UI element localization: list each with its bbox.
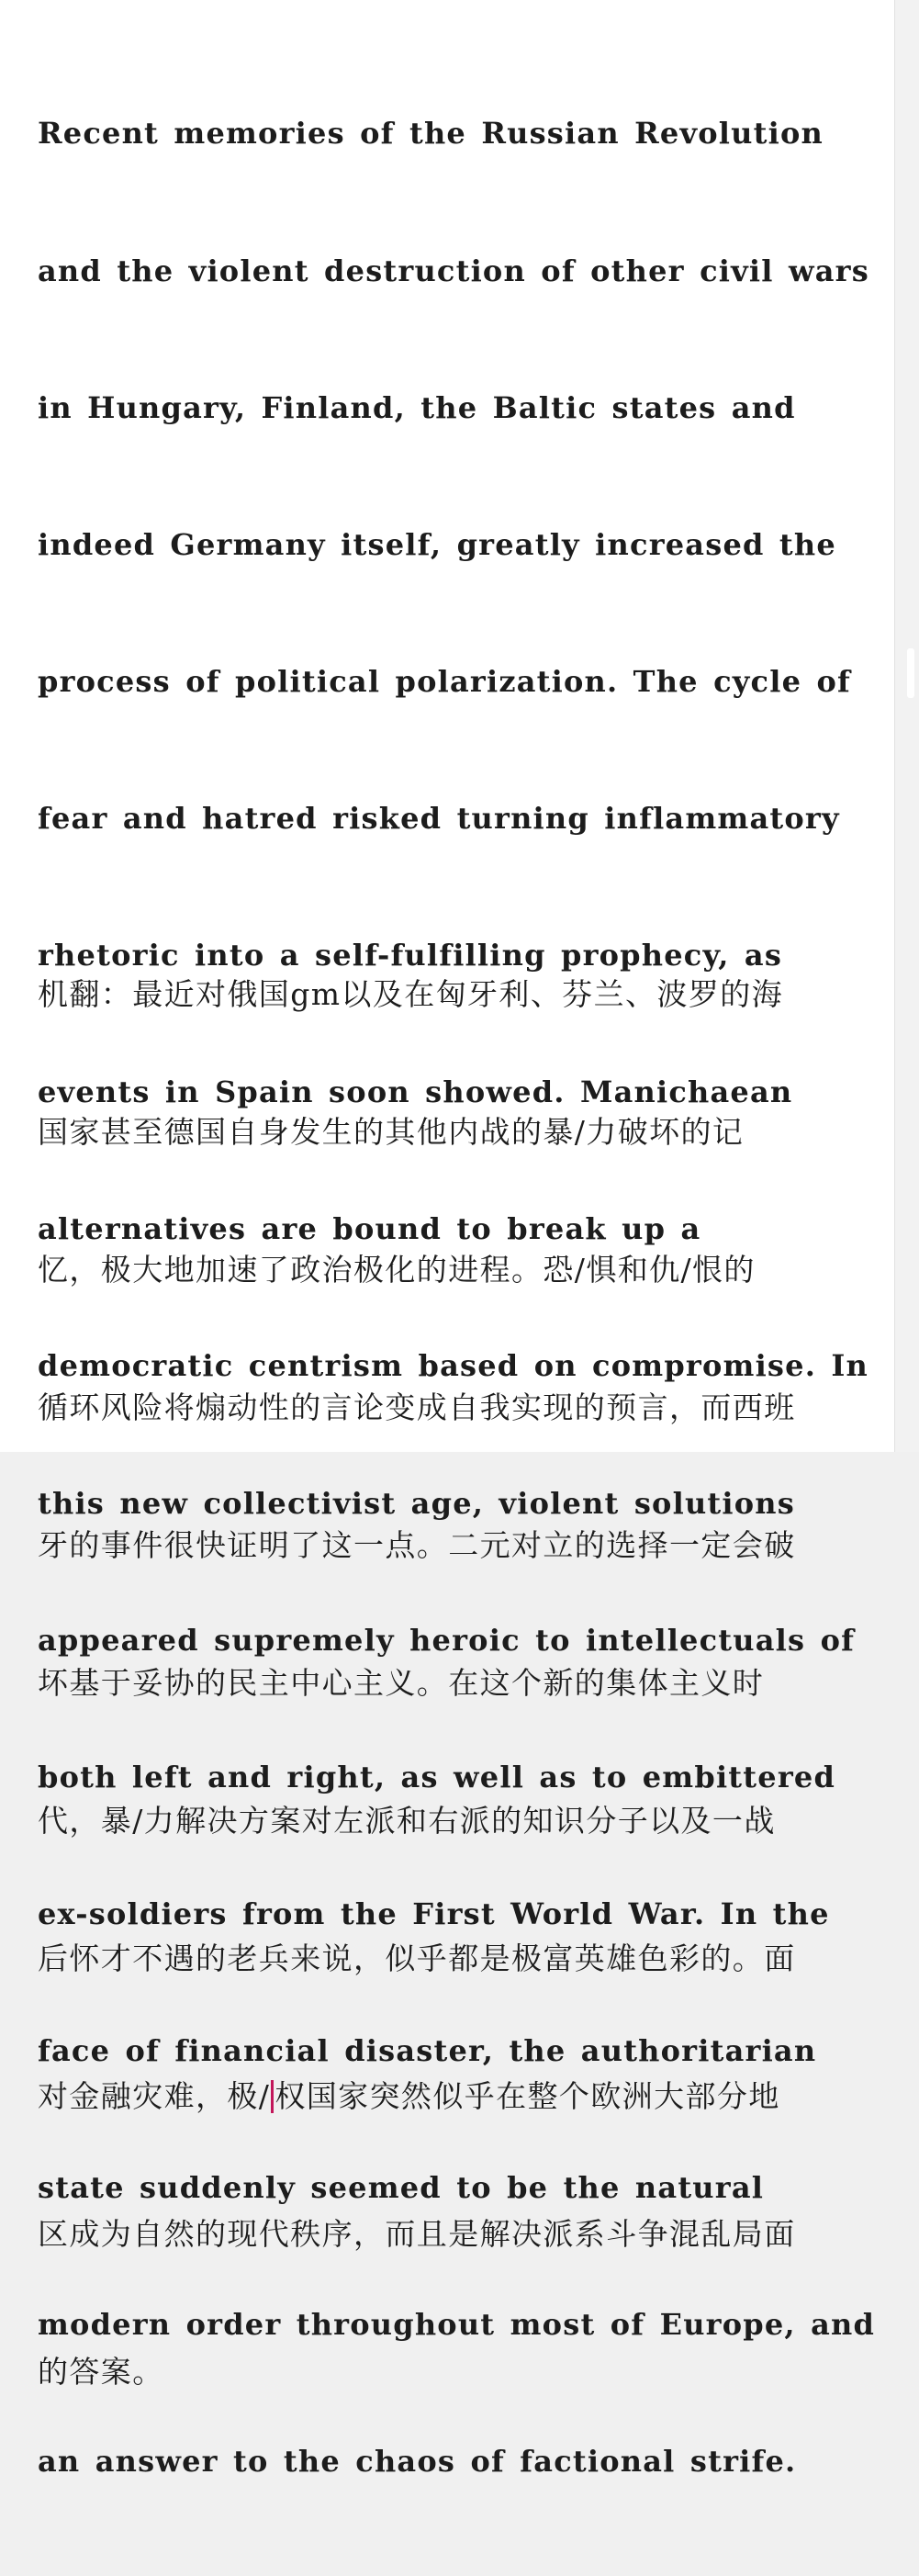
- text-line: and the violent destruction of other civil wars: [38, 253, 869, 288]
- text-line: state suddenly seemed to be the natural: [38, 2170, 765, 2206]
- text-after-caret: 权国家突然似乎在整个欧洲大部分地: [275, 2078, 780, 2114]
- text-line: 牙的事件很快证明了这一点。二元对立的选择一定会破: [38, 1527, 796, 1563]
- text-line: 后怀才不遇的老兵来说，似乎都是极富英雄色彩的。面: [38, 1940, 796, 1976]
- text-line: events in Spain soon showed. Manichaean: [38, 1074, 793, 1110]
- text-line: ex-soldiers from the First World War. In the: [38, 1895, 830, 1931]
- text-line: an answer to the chaos of factional strife.: [38, 2444, 797, 2480]
- text-line: 坏基于妥协的民主中心主义。在这个新的集体主义时: [38, 1665, 765, 1701]
- text-line: fear and hatred risked turning inflammatory: [38, 800, 840, 836]
- text-line-with-caret: [38, 2074, 882, 2120]
- text-line: 机翻：最近对俄国gm以及在匈牙利、芬兰、波罗的海: [38, 976, 784, 1012]
- scrollbar-thumb[interactable]: [907, 648, 914, 698]
- text-cursor: [271, 2080, 274, 2113]
- text-line: appeared supremely heroic to intellectuals of: [38, 1622, 856, 1658]
- text-line: modern order throughout most of Europe, and: [38, 2307, 876, 2343]
- text-line: both left and right, as well as to embittered: [38, 1759, 836, 1794]
- text-line: alternatives are bound to break up a: [38, 1211, 701, 1247]
- text-line: Recent memories of the Russian Revolution: [38, 116, 824, 152]
- text-line: process of political polarization. The cycle of: [38, 663, 851, 699]
- chinese-translation-paragraph[interactable]: [38, 880, 882, 2487]
- text-line: democratic centrism based on compromise. In: [38, 1348, 869, 1384]
- scrollbar-track[interactable]: [894, 0, 919, 1452]
- text-line: 区成为自然的现代秩序，而且是解决派系斗争混乱局面: [38, 2216, 796, 2252]
- text-line: 代，暴/力解决方案对左派和右派的知识分子以及一战: [38, 1803, 776, 1839]
- text-line: this new collectivist age, violent solutions: [38, 1485, 795, 1521]
- text-line: 国家甚至德国自身发生的其他内战的暴/力破坏的记: [38, 1114, 745, 1150]
- text-line: 的答案。: [38, 2354, 164, 2390]
- text-before-caret: 对金融灾难，极/: [38, 2078, 271, 2114]
- text-line: 循环风险将煽动性的言论变成自我实现的预言，而西班: [38, 1389, 796, 1425]
- text-line: in Hungary, Finland, the Baltic states and: [38, 389, 796, 425]
- text-line: face of financial disaster, the authoritarian: [38, 2032, 817, 2068]
- text-line: rhetoric into a self-fulfilling prophecy, as: [38, 938, 783, 973]
- text-line: 忆，极大地加速了政治极化的进程。恐/惧和仇/恨的: [38, 1252, 756, 1288]
- text-line: indeed Germany itself, greatly increased the: [38, 526, 836, 562]
